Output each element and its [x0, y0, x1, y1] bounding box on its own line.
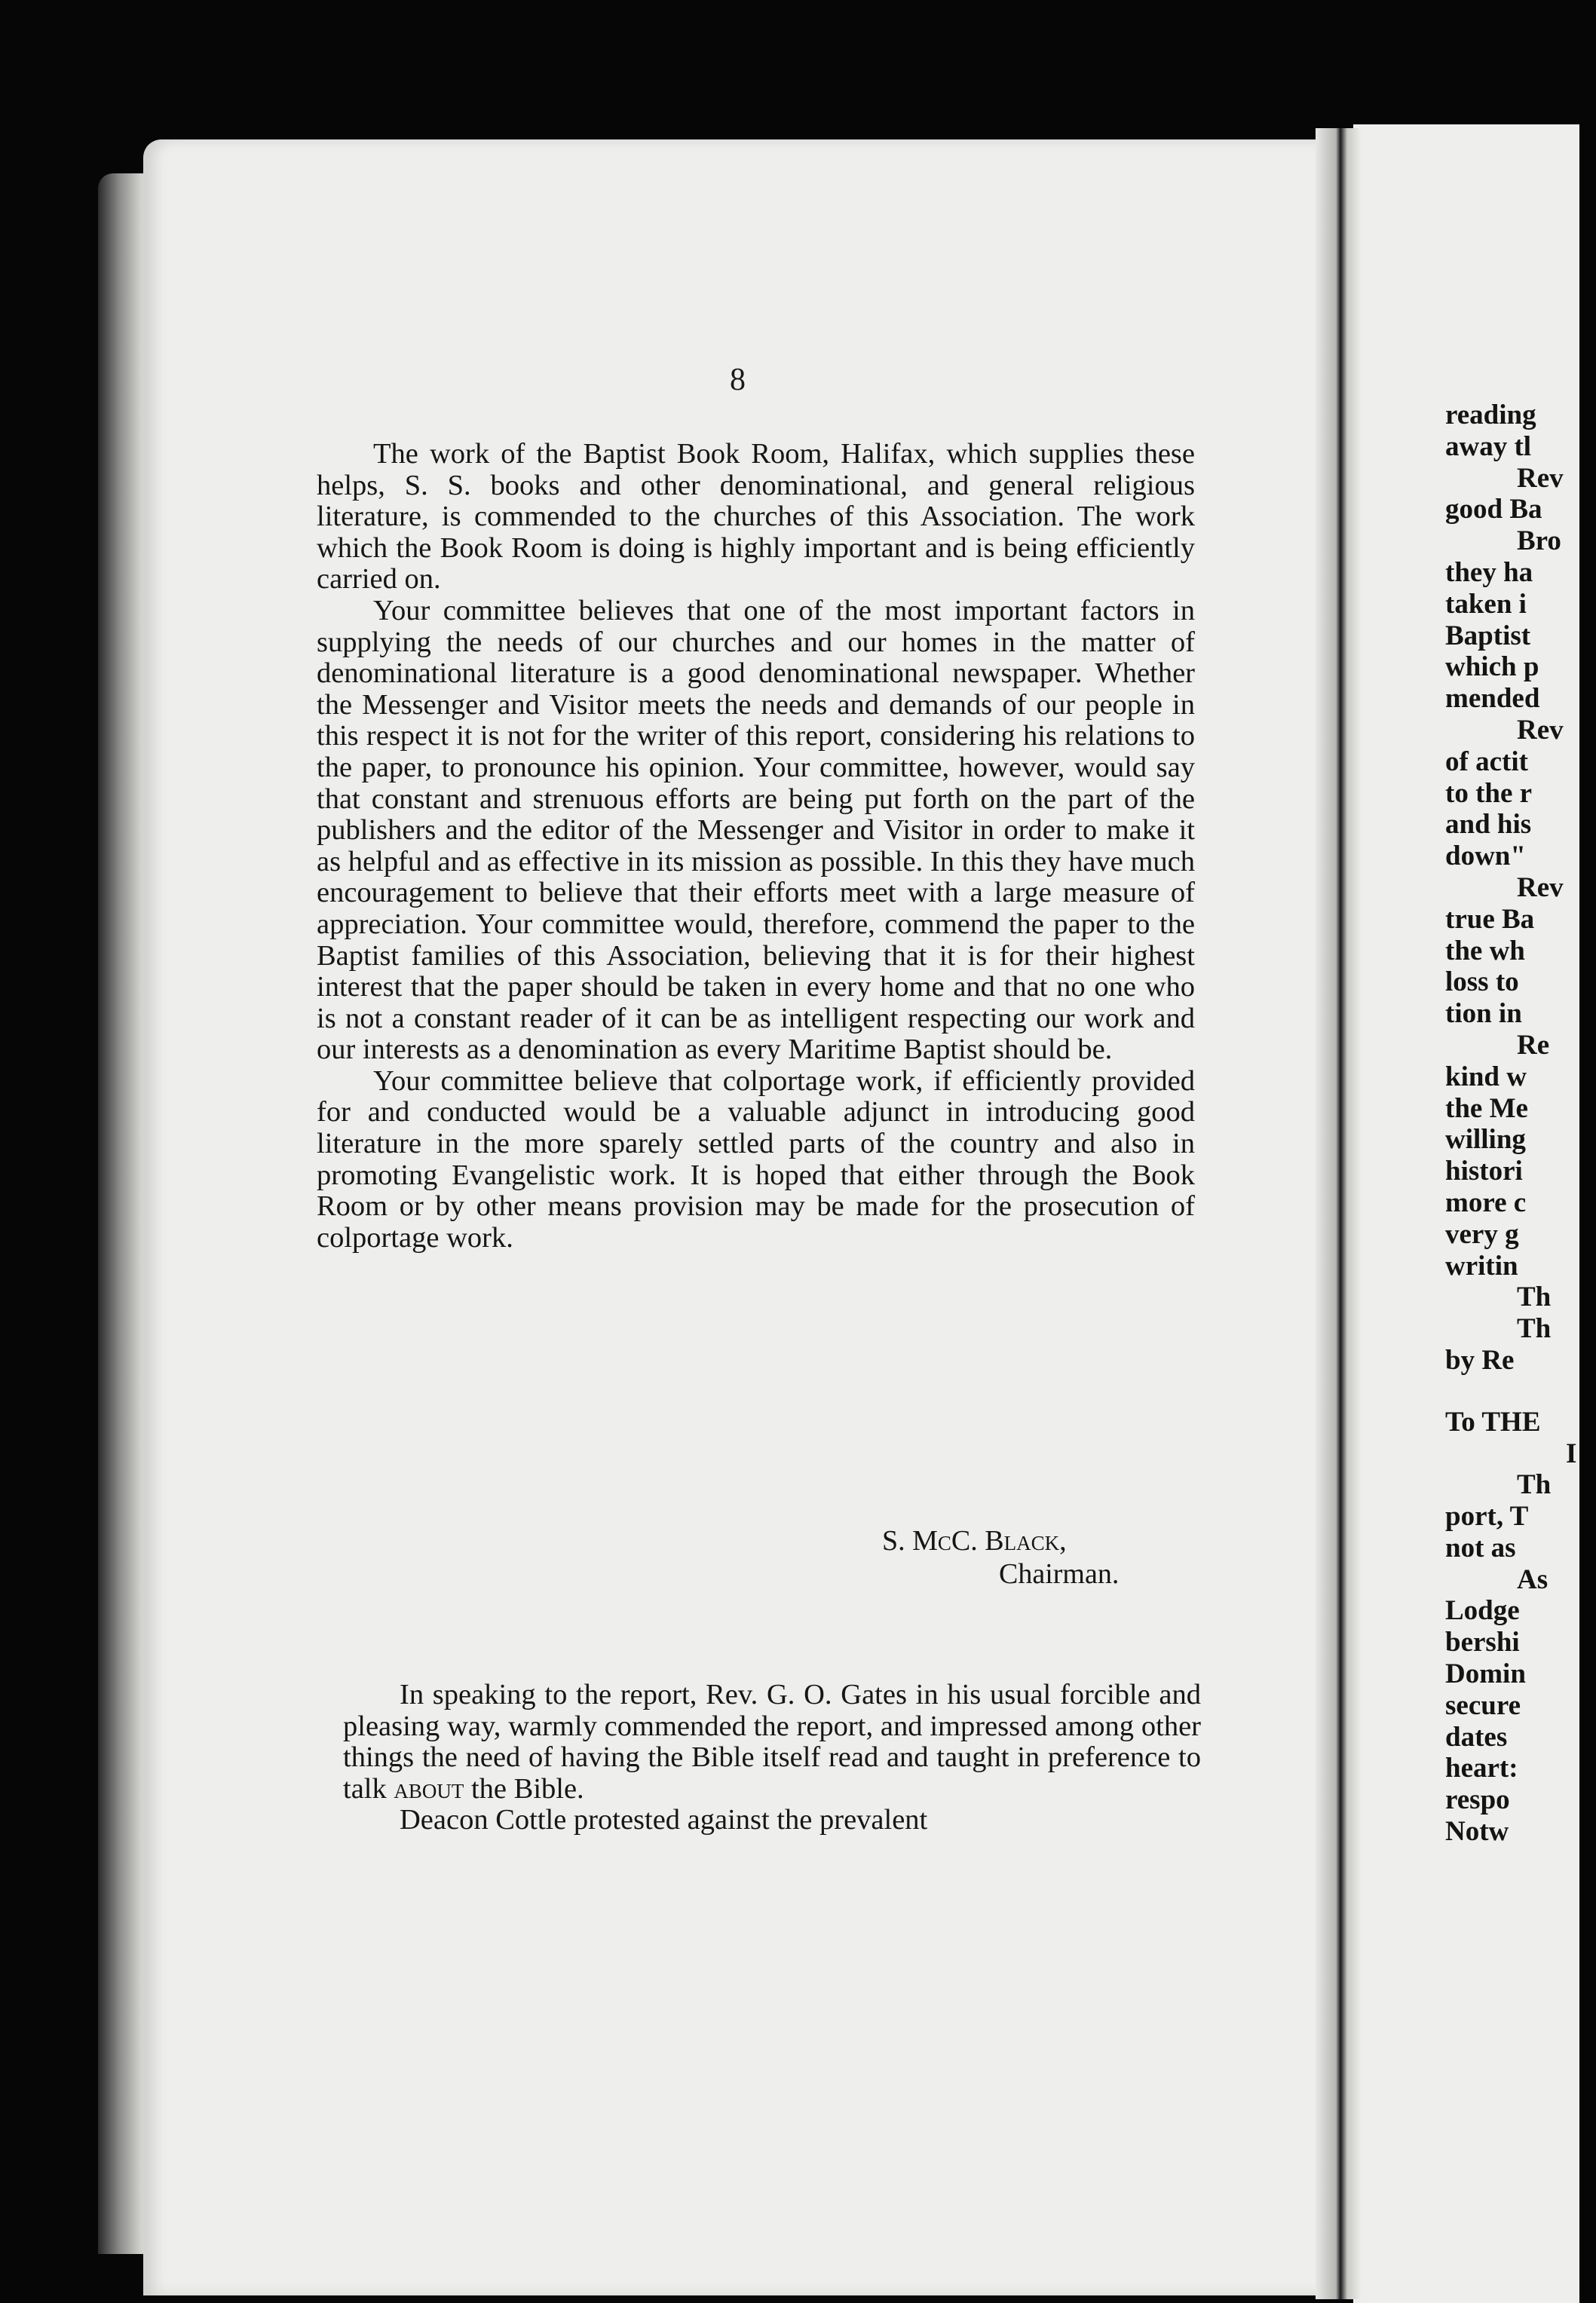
right-page-line: I: [1566, 1438, 1577, 1469]
page-number: 8: [730, 363, 746, 397]
right-page-line: taken i: [1445, 588, 1527, 620]
right-page-line: bershi: [1445, 1627, 1520, 1658]
report-paragraph: Your committee believes that one of the most important factors in supplying the needs of our churches and our homes in the matter of denominational literature is a good denominational newspaper. Whether the Messenger and Visitor meets the needs and demands of our people in this respect it is not for the writer of this report, considering his relations to the paper, to pronounce his opinion. Your committee, however, would say that constant and strenuous efforts are being put forth on the part of the publishers and the editor of the Messenger and Visitor in order to make it as helpful and as effective in its mission as possible. In this they have much encouragement to believe that their efforts meet with a large measure of appreciation. Your committee would, therefore, commend the paper to the Baptist families of this Association, believing that it is for their highest interest that the paper should be taken in every home and that no one who is not a constant reader of it can be as intelligent respecting our work and our interests as a denomination as every Maritime Baptist should be.: [317, 594, 1195, 1066]
right-page-line: dates: [1445, 1721, 1508, 1753]
discussion-text: the Bible.: [464, 1772, 584, 1805]
right-page-line: writin: [1445, 1250, 1518, 1282]
right-page-line: Th: [1517, 1469, 1552, 1501]
right-page-line: the wh: [1445, 935, 1525, 966]
discussion-text: In speaking to the report, Rev. G. O. Gates in his usual forcible and pleasing way, warmly commended the report, and impressed among other things the need of having the Bible itself read and taught in preference to talk: [343, 1679, 1201, 1805]
right-page-line: Rev: [1517, 462, 1564, 494]
right-page-line: Th: [1517, 1313, 1552, 1345]
right-page-line: tion in: [1445, 998, 1522, 1030]
right-page-line: reading: [1445, 400, 1536, 430]
right-page-line: Re: [1517, 1029, 1550, 1061]
right-page-line: by Re: [1445, 1344, 1515, 1376]
right-page-line: Lodge: [1445, 1595, 1520, 1627]
right-page-line: secure: [1445, 1689, 1521, 1721]
right-page-line: and his: [1445, 809, 1532, 841]
right-page-line: away tl: [1445, 430, 1532, 462]
right-page-line: Rev: [1517, 871, 1564, 903]
right-page-line: respo: [1445, 1784, 1510, 1816]
report-paragraph: The work of the Baptist Book Room, Halifax, which supplies these helps, S. S. books and other denominational, and general religious literature, is commended to the churches of this Association. The work which the Book Room is doing is highly important and is being efficiently carried on.: [317, 438, 1195, 596]
right-page-line: to the r: [1445, 777, 1533, 809]
right-page-line: heart:: [1445, 1753, 1518, 1784]
report-body: [317, 439, 1195, 1254]
book-gutter: [1316, 128, 1361, 2299]
right-page-line: kind w: [1445, 1061, 1527, 1092]
right-page-line: Rev: [1517, 714, 1564, 746]
right-page-line: of actit: [1445, 746, 1528, 777]
right-page-text: [1445, 400, 1596, 1848]
right-page-line: Domin: [1445, 1658, 1526, 1690]
discussion-paragraph: Deacon Cottle protested against the prevalent: [400, 1804, 928, 1836]
right-page-line: down": [1445, 841, 1526, 872]
right-page-line: port, T: [1445, 1501, 1529, 1533]
right-page-line: As: [1517, 1563, 1549, 1595]
right-page-line: loss to: [1445, 966, 1519, 998]
right-page-line: the Me: [1445, 1092, 1528, 1124]
signature-name: S. McC. Black,: [882, 1525, 1067, 1557]
right-page-line: Notw: [1445, 1816, 1509, 1848]
right-page-line: histori: [1445, 1156, 1523, 1187]
right-page-line: true Ba: [1445, 903, 1535, 935]
discussion-body: [343, 1680, 1201, 1836]
right-page-line: very g: [1445, 1218, 1519, 1250]
right-page-line: they ha: [1445, 556, 1533, 588]
signature-title: Chairman.: [999, 1558, 1120, 1590]
right-page-line: mended: [1445, 683, 1540, 715]
emphasis-text: about: [394, 1772, 464, 1805]
right-page-line: more c: [1445, 1187, 1527, 1218]
discussion-paragraph: [343, 1680, 1201, 1805]
right-page-line: Baptist: [1445, 620, 1531, 651]
right-page-line: willing: [1445, 1124, 1526, 1156]
right-page-line: good Ba: [1445, 494, 1542, 525]
right-page-line: Bro: [1517, 525, 1561, 557]
report-paragraph: Your committee believe that colportage work, if efficiently provided for and conducted would be a valuable adjunct in introducing good literature in the more sparely settled parts of the country and also in promoting Evangelistic work. It is hoped that either through the Book Room or by other means provision may be made for the prosecution of colportage work.: [317, 1064, 1195, 1254]
right-page-line: which p: [1445, 651, 1539, 683]
right-page-line: Th: [1517, 1282, 1552, 1313]
right-page-line: not as: [1445, 1532, 1516, 1563]
right-page-line: To THE: [1445, 1406, 1541, 1438]
right-page-line: [1445, 1377, 1596, 1407]
